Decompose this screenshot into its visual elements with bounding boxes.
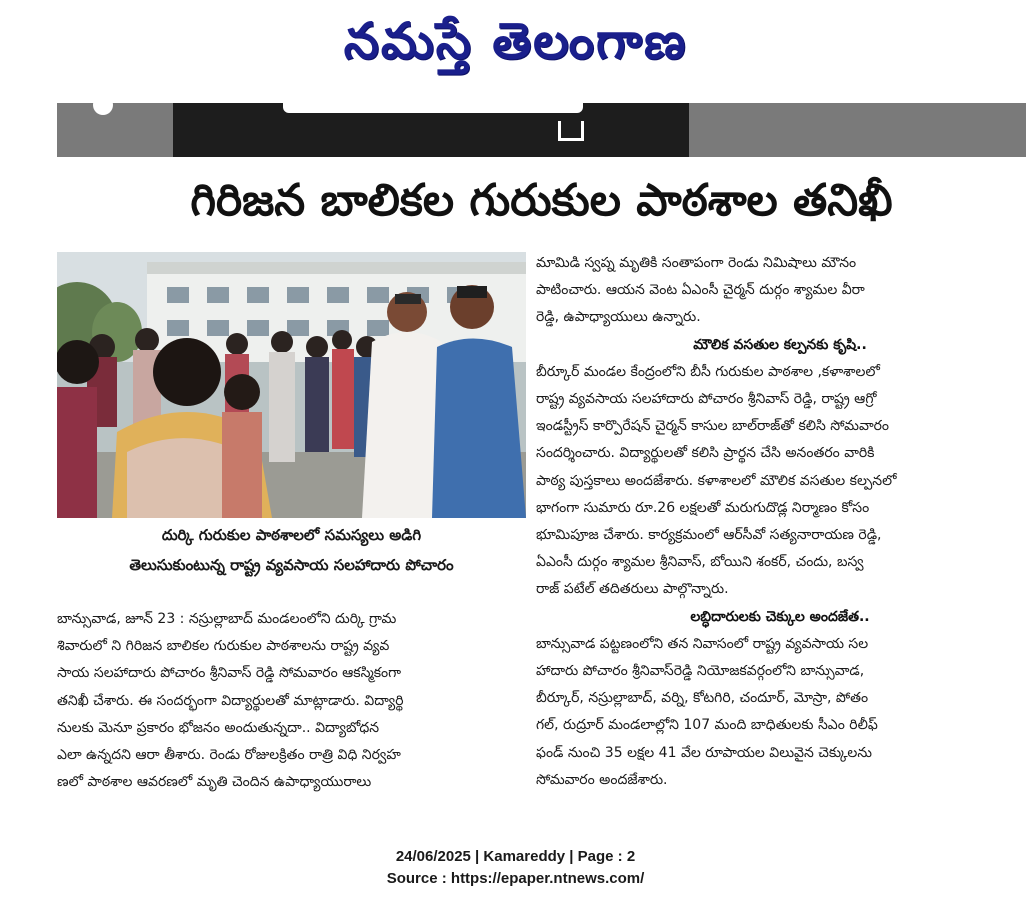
caption-line: దుర్కి గురుకుల పాఠశాలలో సమస్యలు అడిగి bbox=[161, 526, 422, 544]
article-headline: గిరిజన బాలికల గురుకుల పాఠశాల తనిఖీ bbox=[190, 175, 893, 226]
article-line: ణలో పాఠశాల ఆవరణలో మృతి చెందిన ఉపాధ్యాయురాలు bbox=[57, 774, 372, 791]
article-line: పాటించారు. ఆయన వెంట ఏఎంసీ చైర్మన్ దుర్గం శ్యామల వీరా bbox=[536, 282, 865, 299]
news-photo bbox=[57, 252, 526, 518]
article-line: బీర్కూర్ మండల కేంద్రంలోని బీసీ గురుకుల పాఠశాల ,కళాశాలలో bbox=[536, 363, 880, 380]
article-line: ఫండ్ నుంచి 35 లక్షల 41 వేల రూపాయల విలువైన చెక్కులను bbox=[536, 744, 872, 761]
article-line: పాఠ్య పుస్తకాలు అందజేశారు. కళాశాలలో మౌలిక వసతుల కల్పనలో bbox=[536, 472, 897, 489]
article-line: మామిడి స్వప్న మృతికి సంతాపంగా రెండు నిమిషాలు మౌనం bbox=[536, 255, 857, 271]
article-line: సందర్శించారు. విద్యార్థులతో కలిసి ప్రార్థన చేసి అనంతరం వారికి bbox=[536, 445, 875, 462]
newspaper-masthead: నమస్తే తెలంగాణ bbox=[343, 11, 688, 70]
article-line: ఎలా ఉన్నదని ఆరా తీశారు. రెండు రోజులక్రితం రాత్రి విధి నిర్వహ bbox=[57, 747, 401, 764]
article-line: రెడ్డి, ఉపాధ్యాయులు ఉన్నారు. bbox=[536, 309, 701, 326]
article-column-right bbox=[536, 250, 1024, 806]
footer-source-link[interactable]: Source : https://epaper.ntnews.com/ bbox=[386, 870, 645, 887]
photo-caption bbox=[57, 520, 526, 582]
article-line: ఇండస్ట్రీస్ కార్పొరేషన్ చైర్మన్ కాసుల బాల్‌రాజ్‌తో కలిసి సోమవారం bbox=[536, 418, 890, 435]
article-line: ఏఎంసీ దుర్గం శ్యామల శ్రీనివాస్, బోయిని శంకర్, చందు, బస్వ bbox=[536, 554, 864, 571]
footer-date-edition: 24/06/2025 | Kamareddy | Page : 2 bbox=[395, 848, 636, 865]
article-line: హాదారు పోచారం శ్రీనివాస్‌రెడ్డి నియోజకవర్గంలోని బాన్సువాడ, bbox=[536, 663, 865, 680]
banner-letter-fragment bbox=[283, 103, 583, 113]
article-line: సోమవారం అందజేశారు. bbox=[536, 771, 668, 788]
article-line: బీర్కూర్, నస్రుల్లాబాద్, వర్ని, కోటగిరి, చందూర్, మోస్రా, పోతం bbox=[536, 690, 869, 707]
page-footer bbox=[0, 846, 1031, 892]
banner-dark-panel bbox=[173, 103, 689, 157]
article-subheading: లబ్ధిదారులకు చెక్కుల అందజేత.. bbox=[690, 608, 870, 625]
article-line: గల్, రుద్రూర్ మండలాల్లోని 107 మంది బాధితులకు సీఎం రిలీఫ్ bbox=[536, 717, 878, 734]
caption-line: తెలుసుకుంటున్న రాష్ట్ర వ్యవసాయ సలహాదారు పోచారం bbox=[129, 556, 454, 574]
section-banner bbox=[57, 103, 1026, 157]
article-line: బాన్సువాడ పట్టణంలోని తన నివాసంలో రాష్ట్ర వ్యవసాయ సల bbox=[536, 635, 869, 652]
article-line: శివారులో ని గిరిజన బాలికల గురుకుల పాఠశాలను రాష్ట్ర వ్యవ bbox=[57, 638, 390, 655]
article-line: నులకు మెనూ ప్రకారం భోజనం అందుతున్నదా.. విద్యాబోధన bbox=[57, 719, 380, 736]
article-column-left bbox=[57, 606, 526, 802]
article-line: బాన్సువాడ, జూన్ 23 : నస్రుల్లాబాద్ మండలంలోని దుర్కి గ్రామ bbox=[57, 611, 397, 627]
article-line: తనిఖీ చేశారు. ఈ సందర్భంగా విద్యార్థులతో మాట్లాడారు. విద్యార్థి bbox=[57, 692, 404, 709]
article-line: రాజ్ పటేల్ తదితరులు పాల్గొన్నారు. bbox=[536, 581, 729, 598]
article-line: రాష్ట్ర వ్యవసాయ సలహాదారు పోచారం శ్రీనివాస్ రెడ్డి, రాష్ట్ర ఆగ్రో bbox=[536, 391, 877, 408]
banner-circle-decoration bbox=[93, 103, 113, 115]
article-subheading: మౌలిక వసతుల కల్పనకు కృషి.. bbox=[693, 336, 867, 353]
article-line: భూమిపూజ చేశారు. కార్యక్రమంలో ఆర్‌సీవో సత్యనారాయణ రెడ్డి, bbox=[536, 527, 882, 544]
article-line: భాగంగా సుమారు రూ.26 లక్షలతో మరుగుదొడ్ల నిర్మాణం కోసం bbox=[536, 499, 870, 516]
article-line: సాయ సలహాదారు పోచారం శ్రీనివాస్ రెడ్డి సోమవారం ఆకస్మికంగా bbox=[57, 665, 402, 682]
banner-letter-fragment bbox=[558, 121, 584, 141]
